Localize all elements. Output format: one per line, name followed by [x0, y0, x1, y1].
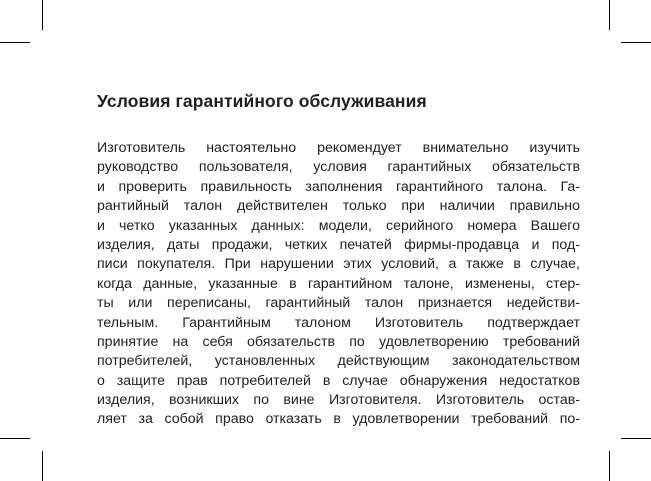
body-line: изделия, даты продажи, четких печатей фирмы-продавца и под- [97, 236, 580, 253]
crop-mark-bottom-right-vertical [609, 451, 610, 481]
body-line: потребителей, установленных действующим законодательством [97, 353, 580, 370]
crop-mark-bottom-right-horizontal [621, 438, 651, 439]
body-line: и четко указанных данных: модели, серийного номера Вашего [97, 217, 580, 234]
body-line: и проверить правильность заполнения гарантийного талона. Га- [97, 178, 580, 195]
page-title: Условия гарантийного обслуживания [97, 91, 427, 111]
body-line: писи покупателя. При нарушении этих условий, а также в случае, [97, 256, 580, 273]
crop-mark-top-left-horizontal [0, 42, 30, 43]
crop-mark-bottom-left-vertical [42, 451, 43, 481]
crop-mark-top-right-vertical [609, 0, 610, 30]
body-line: Изготовитель настоятельно рекомендует внимательно изучить [97, 140, 580, 156]
body-line: ляет за собой право отказать в удовлетворении требований по- [97, 411, 580, 428]
body-line: изделия, возникших по вине Изготовителя. Изготовитель остав- [97, 392, 580, 409]
crop-mark-top-left-vertical [42, 0, 43, 30]
body-line: о защите прав потребителей в случае обнаружения недостатков [97, 372, 580, 389]
body-line: принятие на себя обязательств по удовлетворению требований [97, 333, 580, 350]
warranty-body-text [97, 139, 580, 430]
body-line: когда данные, указанные в гарантийном талоне, изменены, стер- [97, 275, 580, 292]
body-line: руководство пользователя, условия гарантийных обязательств [97, 159, 580, 176]
body-line: рантийный талон действителен только при наличии правильно [97, 198, 580, 215]
crop-mark-bottom-left-horizontal [0, 438, 30, 439]
body-line: ты или переписаны, гарантийный талон признается недействи- [97, 295, 580, 312]
crop-mark-top-right-horizontal [621, 42, 651, 43]
body-line: тельным. Гарантийным талоном Изготовитель подтверждает [97, 314, 580, 331]
